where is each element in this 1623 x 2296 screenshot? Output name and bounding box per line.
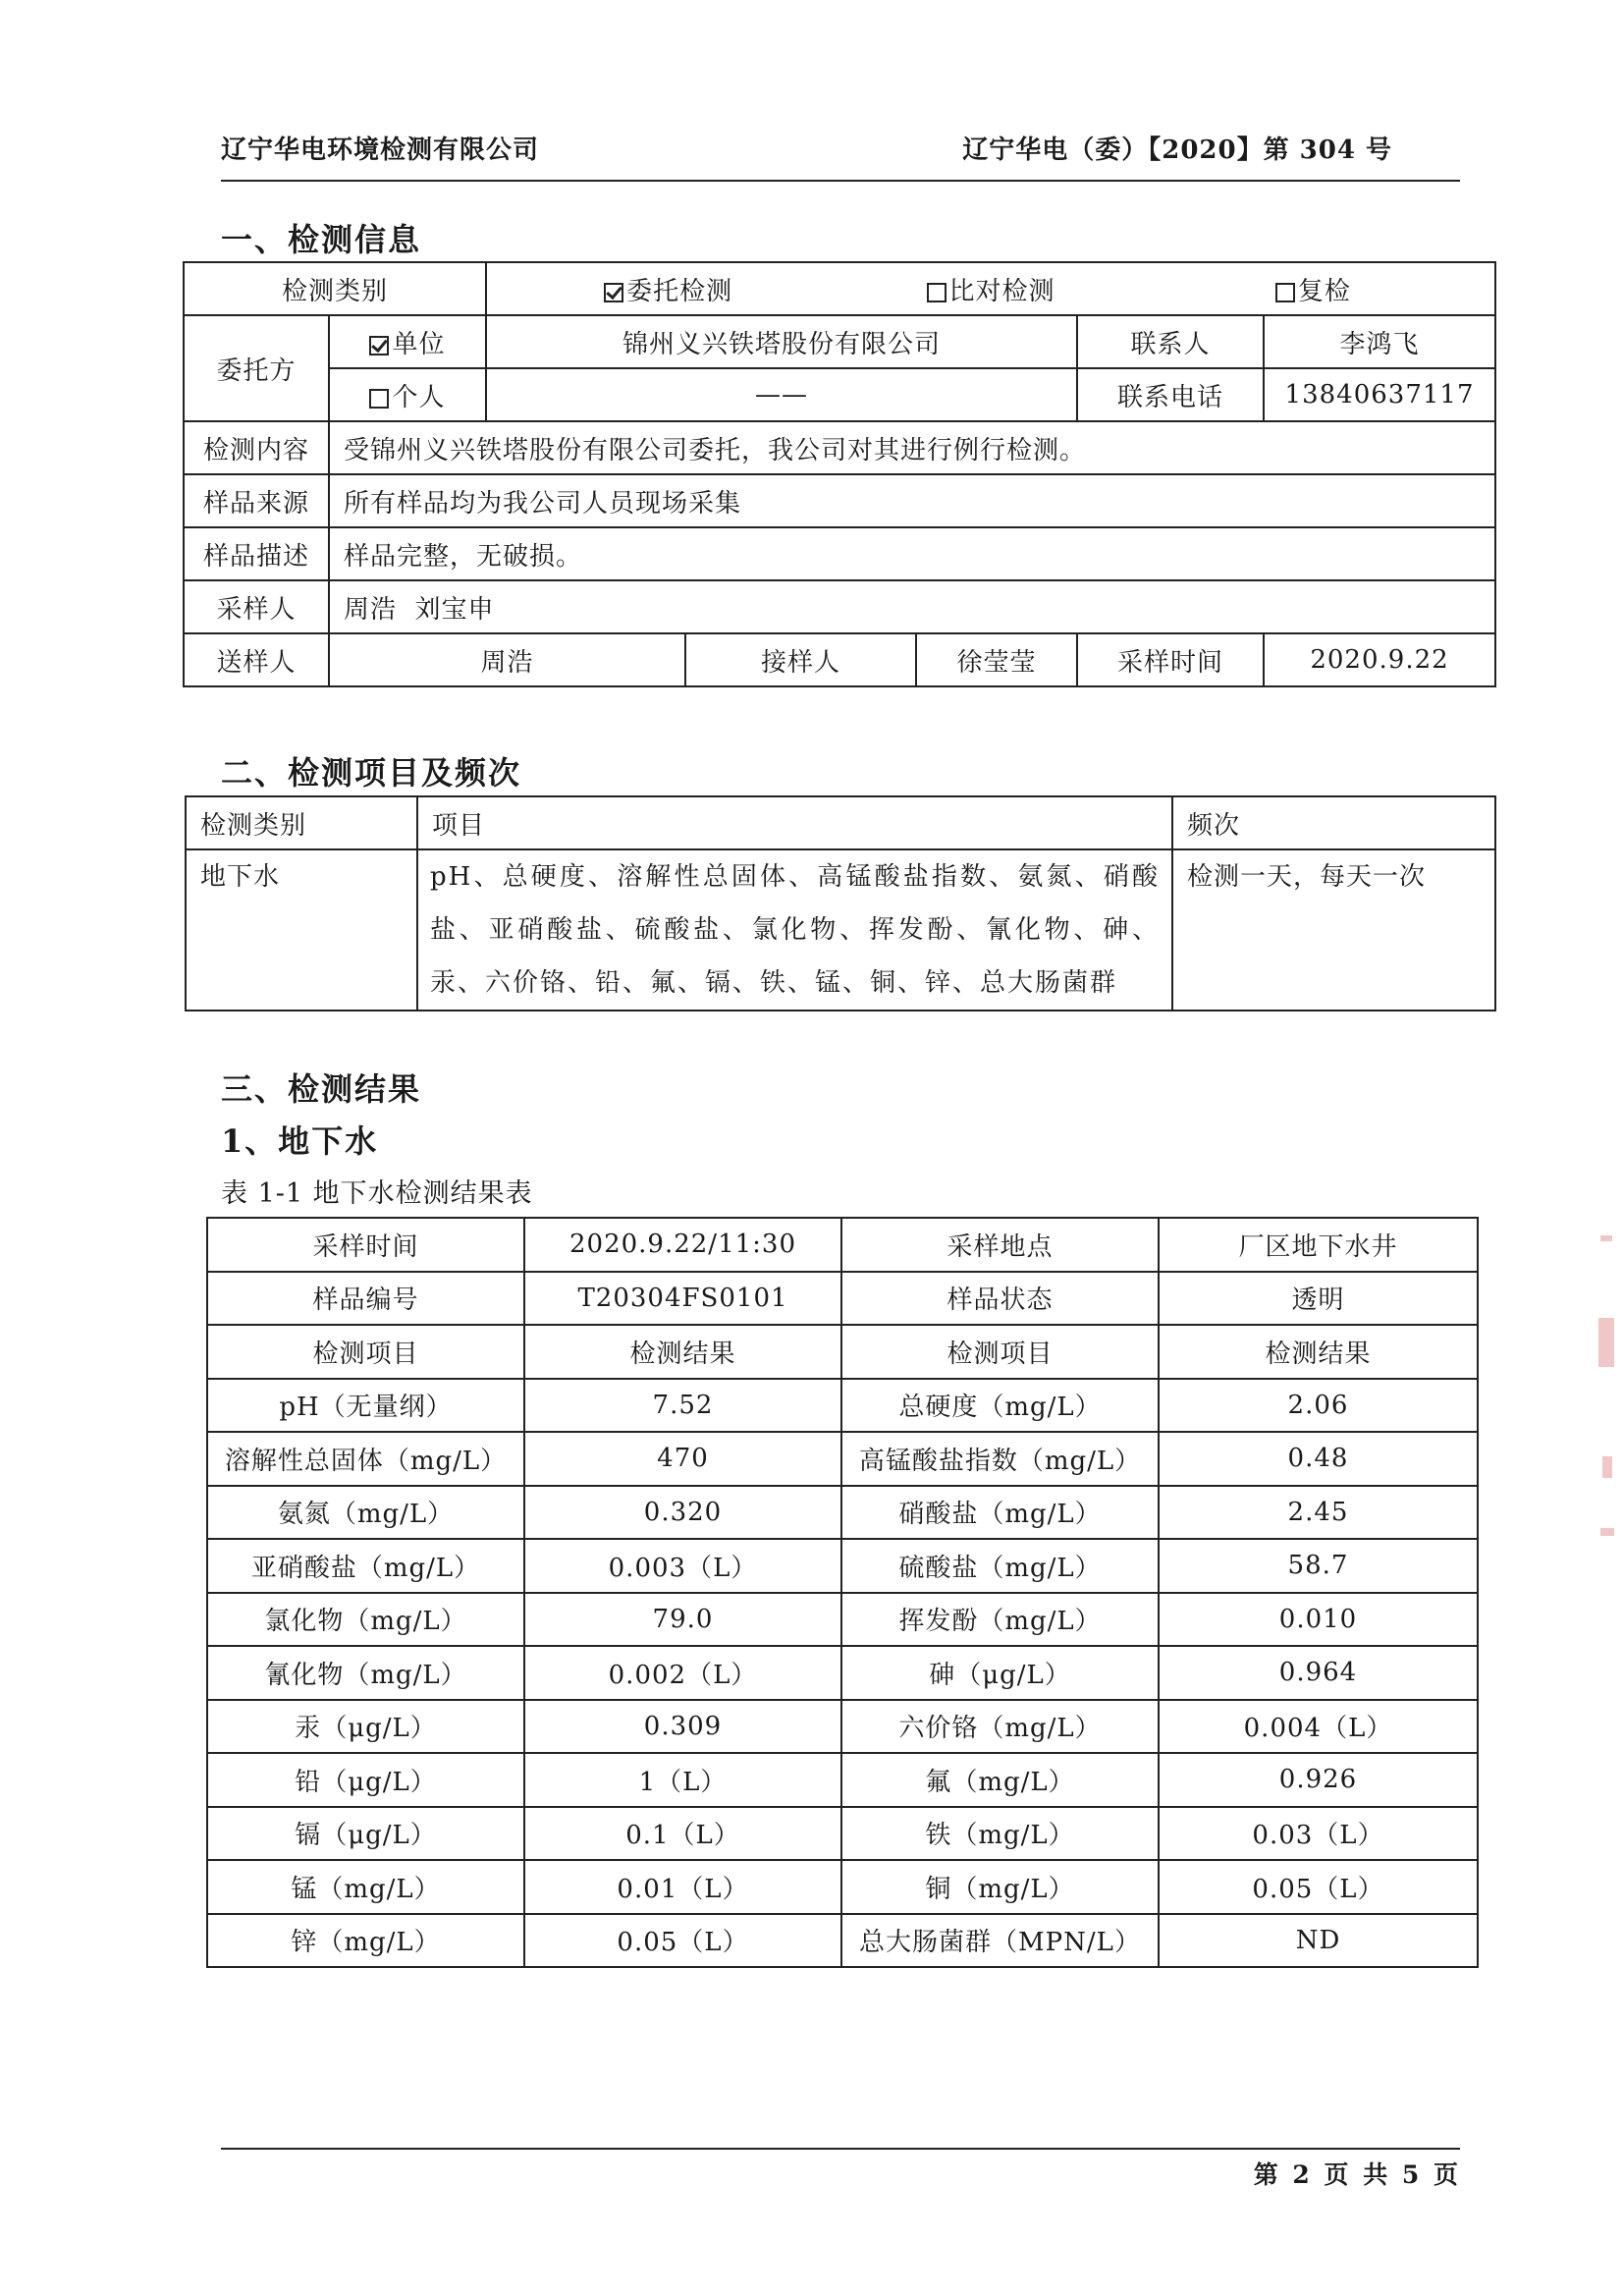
table-row: [207, 1325, 1478, 1379]
table-cell: 检测项目: [841, 1325, 1159, 1379]
section3-subtitle: 1、地下水: [221, 1122, 379, 1160]
table-cell: 0.48: [1159, 1432, 1478, 1486]
checked-box-icon: [604, 283, 623, 302]
items-table: [185, 795, 1496, 1011]
table-cell: 0.309: [524, 1700, 841, 1754]
table-cell: 0.320: [524, 1486, 841, 1540]
row-type: 地下水: [186, 849, 417, 1011]
content-value: 受锦州义兴铁塔股份有限公司委托，我公司对其进行例行检测。: [329, 421, 1495, 474]
table-cell: 汞（μg/L）: [207, 1700, 524, 1754]
unit-label: 单位: [392, 329, 446, 359]
table-cell: 总大肠菌群（MPN/L）: [841, 1914, 1159, 1968]
stamp-fragment: [1600, 1235, 1612, 1241]
table-cell: 硫酸盐（mg/L）: [841, 1539, 1159, 1593]
phone-label: 联系电话: [1077, 368, 1264, 421]
table-cell: 氰化物（mg/L）: [207, 1646, 524, 1700]
table-cell: 58.7: [1159, 1539, 1478, 1593]
table-cell: 0.05（L）: [524, 1914, 841, 1968]
source-label: 样品来源: [184, 474, 329, 527]
company-name: 辽宁华电环境检测有限公司: [221, 136, 540, 165]
row-items: pH、总硬度、溶解性总固体、高锰酸盐指数、氨氮、硝酸盐、亚硝酸盐、硫酸盐、氯化物、挥发酚、氰化物、砷、汞、六价铬、铅、氟、镉、铁、锰、铜、锌、总大肠菌群: [417, 849, 1172, 1011]
col-freq-header: 频次: [1172, 796, 1495, 849]
table-row: [207, 1860, 1478, 1914]
table-cell: 2.06: [1159, 1379, 1478, 1433]
person-value: ——: [486, 368, 1077, 421]
table-cell: 7.52: [524, 1379, 841, 1433]
table-cell: pH（无量纲）: [207, 1379, 524, 1433]
table-cell: 挥发酚（mg/L）: [841, 1593, 1159, 1647]
table-cell: 0.01（L）: [524, 1860, 841, 1914]
table-cell: 氯化物（mg/L）: [207, 1593, 524, 1647]
table-cell: 样品状态: [841, 1272, 1159, 1326]
table-row: [207, 1593, 1478, 1647]
table-cell: 0.05（L）: [1159, 1860, 1478, 1914]
table-cell: 0.003（L）: [524, 1539, 841, 1593]
table-cell: 镉（μg/L）: [207, 1807, 524, 1861]
receiver-value: 徐莹莹: [916, 633, 1077, 686]
table-cell: T20304FS0101: [524, 1272, 841, 1326]
table-row: [207, 1379, 1478, 1433]
results-table: [206, 1217, 1479, 1968]
sampler-label: 采样人: [184, 580, 329, 633]
page-number: 第 2 页 共 5 页: [1253, 2160, 1461, 2189]
unchecked-box-icon: [1275, 283, 1295, 302]
stamp-fragment: [1602, 1456, 1612, 1478]
sender-value: 周浩: [329, 633, 685, 686]
col-type-header: 检测类别: [186, 796, 417, 849]
checked-box-icon: [369, 336, 389, 355]
table-cell: 检测项目: [207, 1325, 524, 1379]
report-number: 辽宁华电（委）【2020】第 304 号: [962, 136, 1392, 165]
content-label: 检测内容: [184, 421, 329, 474]
stamp-fragment: [1598, 1318, 1614, 1367]
type-label: 检测类别: [184, 262, 486, 315]
section2-title: 二、检测项目及频次: [221, 754, 522, 792]
header-rule: [221, 180, 1460, 182]
results-caption: 表 1-1 地下水检测结果表: [221, 1178, 533, 1209]
table-row: [207, 1807, 1478, 1861]
table-cell: 氨氮（mg/L）: [207, 1486, 524, 1540]
table-cell: 0.1（L）: [524, 1807, 841, 1861]
table-cell: 铁（mg/L）: [841, 1807, 1159, 1861]
phone-value: 13840637117: [1264, 368, 1495, 421]
table-row: [207, 1432, 1478, 1486]
table-row: [207, 1539, 1478, 1593]
table-row: [207, 1272, 1478, 1326]
table-cell: 氟（mg/L）: [841, 1753, 1159, 1807]
table-cell: 溶解性总固体（mg/L）: [207, 1432, 524, 1486]
sender-label: 送样人: [184, 633, 329, 686]
desc-value: 样品完整，无破损。: [329, 527, 1495, 580]
table-cell: 砷（μg/L）: [841, 1646, 1159, 1700]
time-label: 采样时间: [1077, 633, 1264, 686]
table-cell: 0.03（L）: [1159, 1807, 1478, 1861]
table-cell: 2020.9.22/11:30: [524, 1218, 841, 1272]
table-cell: 0.926: [1159, 1753, 1478, 1807]
section1-title: 一、检测信息: [221, 221, 422, 258]
table-cell: 2.45: [1159, 1486, 1478, 1540]
unit-name: 锦州义兴铁塔股份有限公司: [486, 315, 1077, 368]
stamp-fragment: [1600, 1528, 1614, 1536]
option-compare: [830, 271, 1152, 307]
time-value: 2020.9.22: [1264, 633, 1495, 686]
col-items-header: 项目: [417, 796, 1172, 849]
table-cell: ND: [1159, 1914, 1478, 1968]
option-recheck: [1152, 271, 1474, 307]
option-commission: [508, 271, 830, 307]
table-cell: 0.964: [1159, 1646, 1478, 1700]
option-compare-label: 比对检测: [948, 276, 1055, 306]
table-row: [207, 1486, 1478, 1540]
table-cell: 样品编号: [207, 1272, 524, 1326]
table-row: [207, 1753, 1478, 1807]
source-value: 所有样品均为我公司人员现场采集: [329, 474, 1495, 527]
table-cell: 厂区地下水井: [1159, 1218, 1478, 1272]
table-cell: 0.010: [1159, 1593, 1478, 1647]
table-cell: 六价铬（mg/L）: [841, 1700, 1159, 1754]
footer-rule: [221, 2148, 1460, 2150]
option-commission-label: 委托检测: [626, 276, 733, 306]
table-cell: 检测结果: [524, 1325, 841, 1379]
option-recheck-label: 复检: [1297, 276, 1351, 306]
table-cell: 采样时间: [207, 1218, 524, 1272]
unchecked-box-icon: [369, 389, 389, 409]
unchecked-box-icon: [927, 283, 947, 302]
table-cell: 1（L）: [524, 1753, 841, 1807]
table-cell: 高锰酸盐指数（mg/L）: [841, 1432, 1159, 1486]
contact-name: 李鸿飞: [1264, 315, 1495, 368]
type-options: [486, 262, 1495, 315]
table-cell: 锰（mg/L）: [207, 1860, 524, 1914]
table-cell: 0.002（L）: [524, 1646, 841, 1700]
table-row: [207, 1914, 1478, 1968]
sampler-value: 周浩 刘宝申: [329, 580, 1495, 633]
unit-option: [329, 315, 486, 368]
person-label: 个人: [392, 382, 446, 412]
table-cell: 79.0: [524, 1593, 841, 1647]
table-row: [207, 1700, 1478, 1754]
table-cell: 总硬度（mg/L）: [841, 1379, 1159, 1433]
contact-label: 联系人: [1077, 315, 1264, 368]
row-freq: 检测一天，每天一次: [1172, 849, 1495, 1011]
desc-label: 样品描述: [184, 527, 329, 580]
table-row: [207, 1218, 1478, 1272]
table-row: [207, 1646, 1478, 1700]
table-cell: 铜（mg/L）: [841, 1860, 1159, 1914]
inspection-info-table: [183, 261, 1496, 687]
table-cell: 锌（mg/L）: [207, 1914, 524, 1968]
receiver-label: 接样人: [685, 633, 916, 686]
table-cell: 470: [524, 1432, 841, 1486]
table-cell: 检测结果: [1159, 1325, 1478, 1379]
table-cell: 硝酸盐（mg/L）: [841, 1486, 1159, 1540]
table-cell: 0.004（L）: [1159, 1700, 1478, 1754]
client-label: 委托方: [184, 315, 329, 421]
person-option: [329, 368, 486, 421]
table-cell: 亚硝酸盐（mg/L）: [207, 1539, 524, 1593]
table-cell: 透明: [1159, 1272, 1478, 1326]
table-cell: 采样地点: [841, 1218, 1159, 1272]
table-cell: 铅（μg/L）: [207, 1753, 524, 1807]
section3-title: 三、检测结果: [221, 1070, 422, 1108]
